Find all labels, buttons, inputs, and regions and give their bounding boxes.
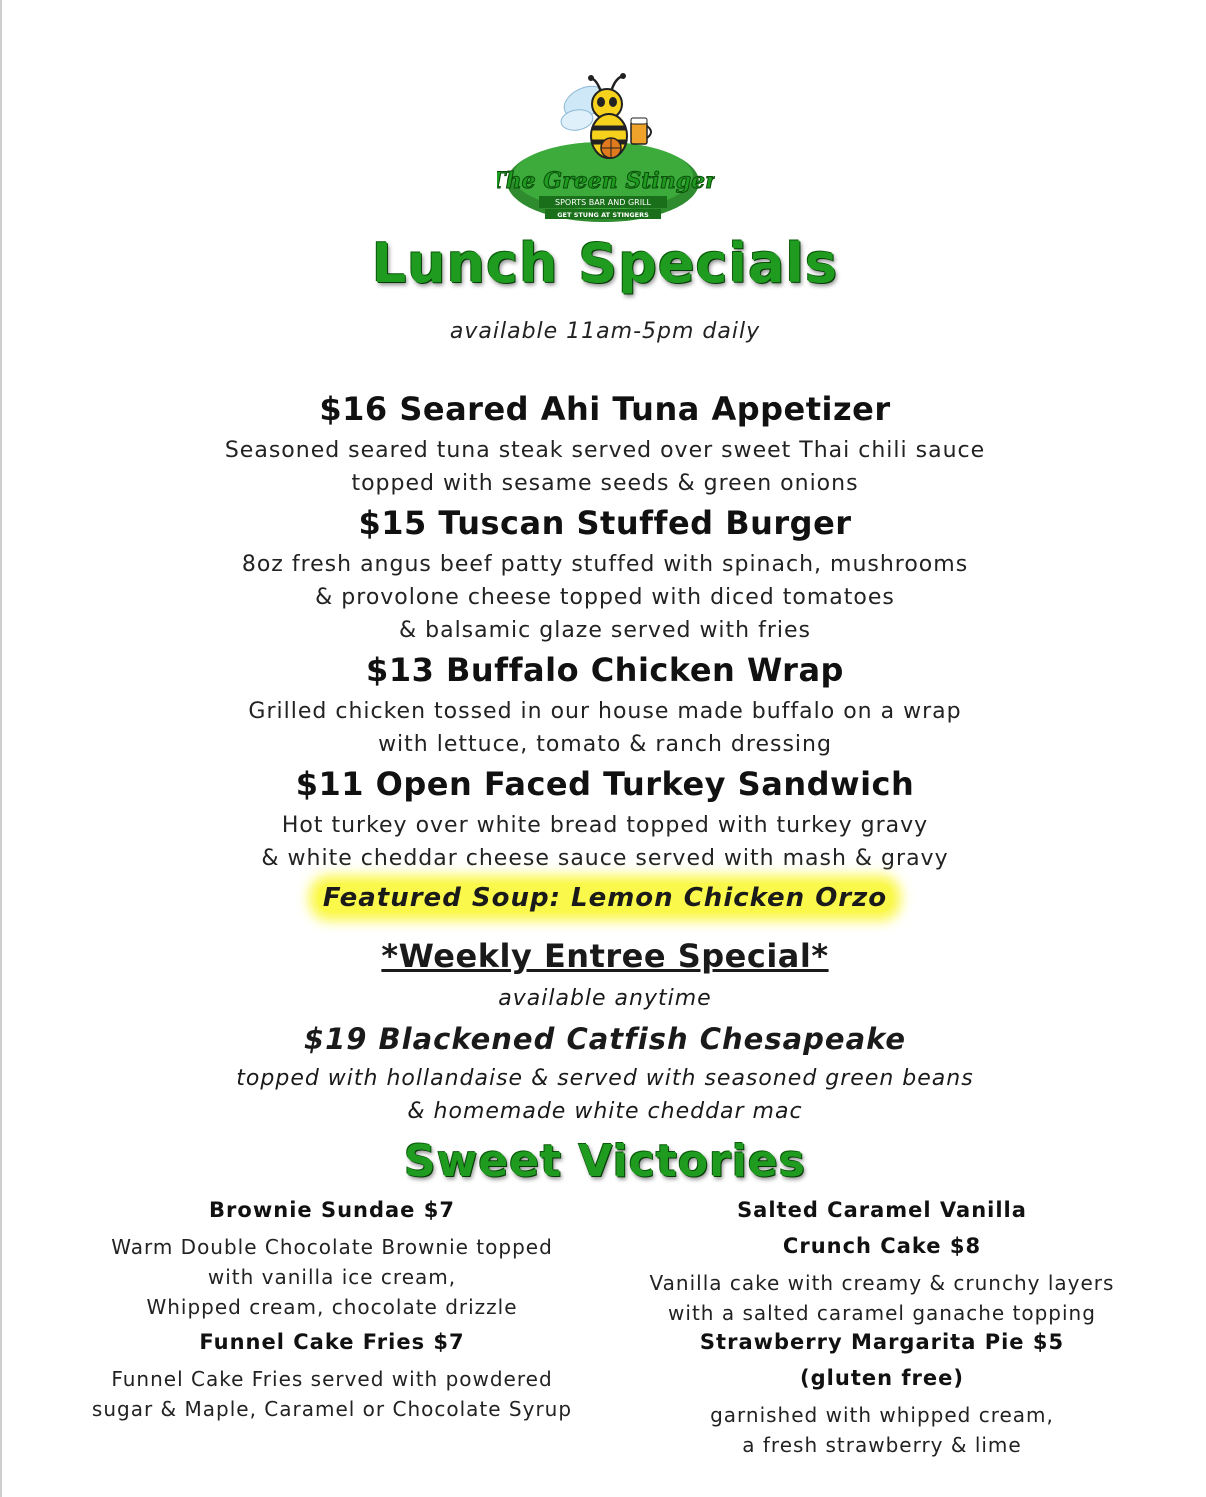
special-description-line: & balsamic glaze served with fries	[398, 618, 812, 643]
special-description-line: Seasoned seared tuna steak served over sweet Thai chili sauce	[224, 438, 986, 463]
weekly-description-line: topped with hollandaise & served with seasoned green beans	[236, 1066, 974, 1091]
desserts-heading: Sweet Victories	[404, 1136, 806, 1187]
special-title: $11 Open Faced Turkey Sandwich	[295, 765, 915, 803]
special-title: $15 Tuscan Stuffed Burger	[358, 504, 852, 542]
special-description-line: & provolone cheese topped with diced tomatoes	[315, 585, 895, 610]
dessert-description-line: Whipped cream, chocolate drizzle	[146, 1295, 518, 1319]
weekly-special-heading: *Weekly Entree Special*	[381, 937, 829, 975]
dessert-title: Strawberry Margarita Pie $5	[699, 1330, 1065, 1354]
special-description-line: topped with sesame seeds & green onions	[351, 471, 859, 496]
dessert-title: Brownie Sundae $7	[209, 1198, 455, 1222]
availability-subtitle: available 11am-5pm daily	[449, 319, 761, 344]
weekly-availability: available anytime	[498, 986, 712, 1011]
desserts-right-column	[592, 1198, 1172, 1468]
special-description-line: & white cheddar cheese sauce served with mash & gravy	[261, 846, 949, 871]
green-stinger-logo	[497, 72, 715, 230]
desserts-left-column	[42, 1198, 622, 1438]
dessert-description-line: with vanilla ice cream,	[207, 1265, 457, 1289]
dessert-title: Funnel Cake Fries $7	[199, 1330, 465, 1354]
dessert-description-line: Warm Double Chocolate Brownie topped	[111, 1235, 553, 1259]
special-title: $13 Buffalo Chicken Wrap	[366, 651, 844, 689]
dessert-description-line: with a salted caramel ganache topping	[668, 1301, 1096, 1325]
featured-soup-text: Featured Soup: Lemon Chicken Orzo	[317, 883, 893, 913]
svg-text:The Green Stinger: The Green Stinger	[497, 168, 715, 194]
dessert-description-line: sugar & Maple, Caramel or Chocolate Syrup	[91, 1397, 573, 1421]
svg-text:SPORTS BAR AND GRILL: SPORTS BAR AND GRILL	[555, 198, 651, 207]
dessert-description-line: Funnel Cake Fries served with powdered	[111, 1367, 553, 1391]
special-description-line: Grilled chicken tossed in our house made buffalo on a wrap	[248, 699, 962, 724]
special-description-line: Hot turkey over white bread topped with turkey gravy	[281, 813, 929, 838]
dessert-description-line: a fresh strawberry & lime	[742, 1433, 1022, 1457]
special-title: $16 Seared Ahi Tuna Appetizer	[319, 390, 891, 428]
svg-text:GET STUNG AT STINGERS: GET STUNG AT STINGERS	[557, 211, 649, 219]
special-description-line: with lettuce, tomato & ranch dressing	[378, 732, 832, 757]
dessert-title: (gluten free)	[800, 1366, 964, 1390]
dessert-title: Crunch Cake $8	[782, 1234, 982, 1258]
dessert-description-line: Vanilla cake with creamy & crunchy layers	[649, 1271, 1115, 1295]
weekly-special-title: $19 Blackened Catfish Chesapeake	[303, 1022, 907, 1056]
weekly-description-line: & homemade white cheddar mac	[407, 1099, 803, 1124]
dessert-description-line: garnished with whipped cream,	[710, 1403, 1054, 1427]
featured-soup	[2, 883, 1206, 913]
page-title: Lunch Specials	[371, 232, 839, 295]
dessert-title: Salted Caramel Vanilla	[737, 1198, 1027, 1222]
special-description-line: 8oz fresh angus beef patty stuffed with spinach, mushrooms	[241, 552, 969, 577]
